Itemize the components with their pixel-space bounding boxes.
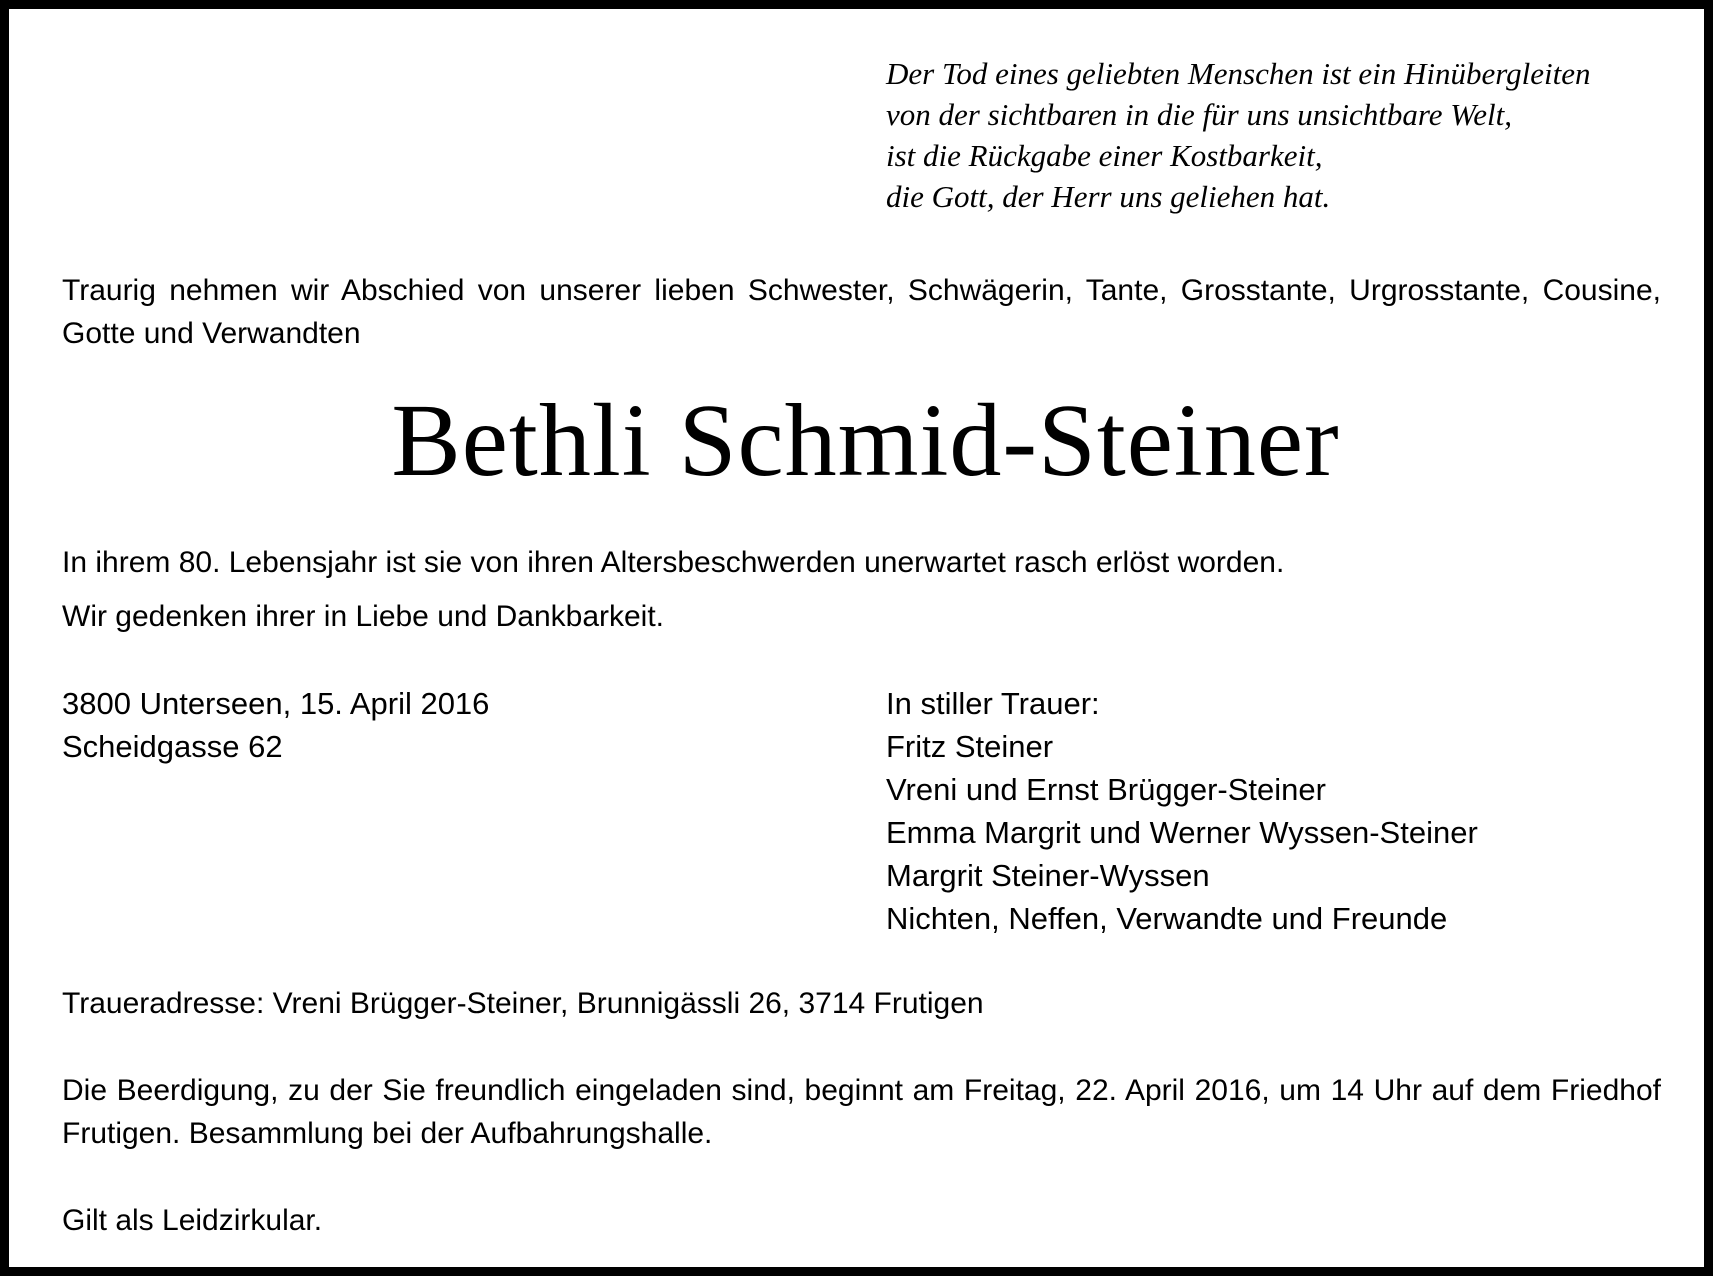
intro-text: Traurig nehmen wir Abschied von unserer lieben Schwester, Schwägerin, Tante, Grosstante, Urgrosstante, Cousine, Gotte und Verwandten bbox=[62, 274, 1661, 350]
funeral-info: Die Beerdigung, zu der Sie freundlich eingeladen sind, beginnt am Freitag, 22. April 2016, um 14 Uhr auf dem Friedhof Frutigen. Besammlung bei der Aufbahrungshalle. bbox=[62, 1074, 1661, 1150]
mourner-name: Vreni und Ernst Brügger-Steiner bbox=[886, 772, 1326, 807]
quote-line: ist die Rückgabe einer Kostbarkeit, bbox=[886, 138, 1323, 173]
mourners-list bbox=[886, 682, 1478, 940]
mourner-name: Fritz Steiner bbox=[886, 729, 1054, 764]
place-date: 3800 Unterseen, 15. April 2016 bbox=[62, 686, 490, 721]
street-address: Scheidgasse 62 bbox=[62, 729, 283, 764]
circular-note: Gilt als Leidzirkular. bbox=[62, 1204, 323, 1237]
mourner-name: Nichten, Neffen, Verwandte und Freunde bbox=[886, 901, 1448, 936]
mourning-address: Traueradresse: Vreni Brügger-Steiner, Brunnigässli 26, 3714 Frutigen bbox=[62, 987, 984, 1020]
mourner-name: Emma Margrit und Werner Wyssen-Steiner bbox=[886, 815, 1478, 850]
place-date-address bbox=[62, 682, 489, 768]
quote-line: von der sichtbaren in die für uns unsichtbare Welt, bbox=[886, 97, 1512, 132]
remembrance-text: Wir gedenken ihrer in Liebe und Dankbarkeit. bbox=[62, 600, 665, 633]
mourners-heading: In stiller Trauer: bbox=[886, 686, 1100, 721]
quote-line: Der Tod eines geliebten Menschen ist ein Hinübergleiten bbox=[886, 56, 1591, 91]
memorial-quote bbox=[886, 53, 1591, 217]
mourner-name: Margrit Steiner-Wyssen bbox=[886, 858, 1210, 893]
age-statement: In ihrem 80. Lebensjahr ist sie von ihren Altersbeschwerden unerwartet rasch erlöst worden. bbox=[62, 546, 1285, 579]
quote-line: die Gott, der Herr uns geliehen hat. bbox=[886, 179, 1331, 214]
deceased-name: Bethli Schmid-Steiner bbox=[391, 383, 1340, 498]
